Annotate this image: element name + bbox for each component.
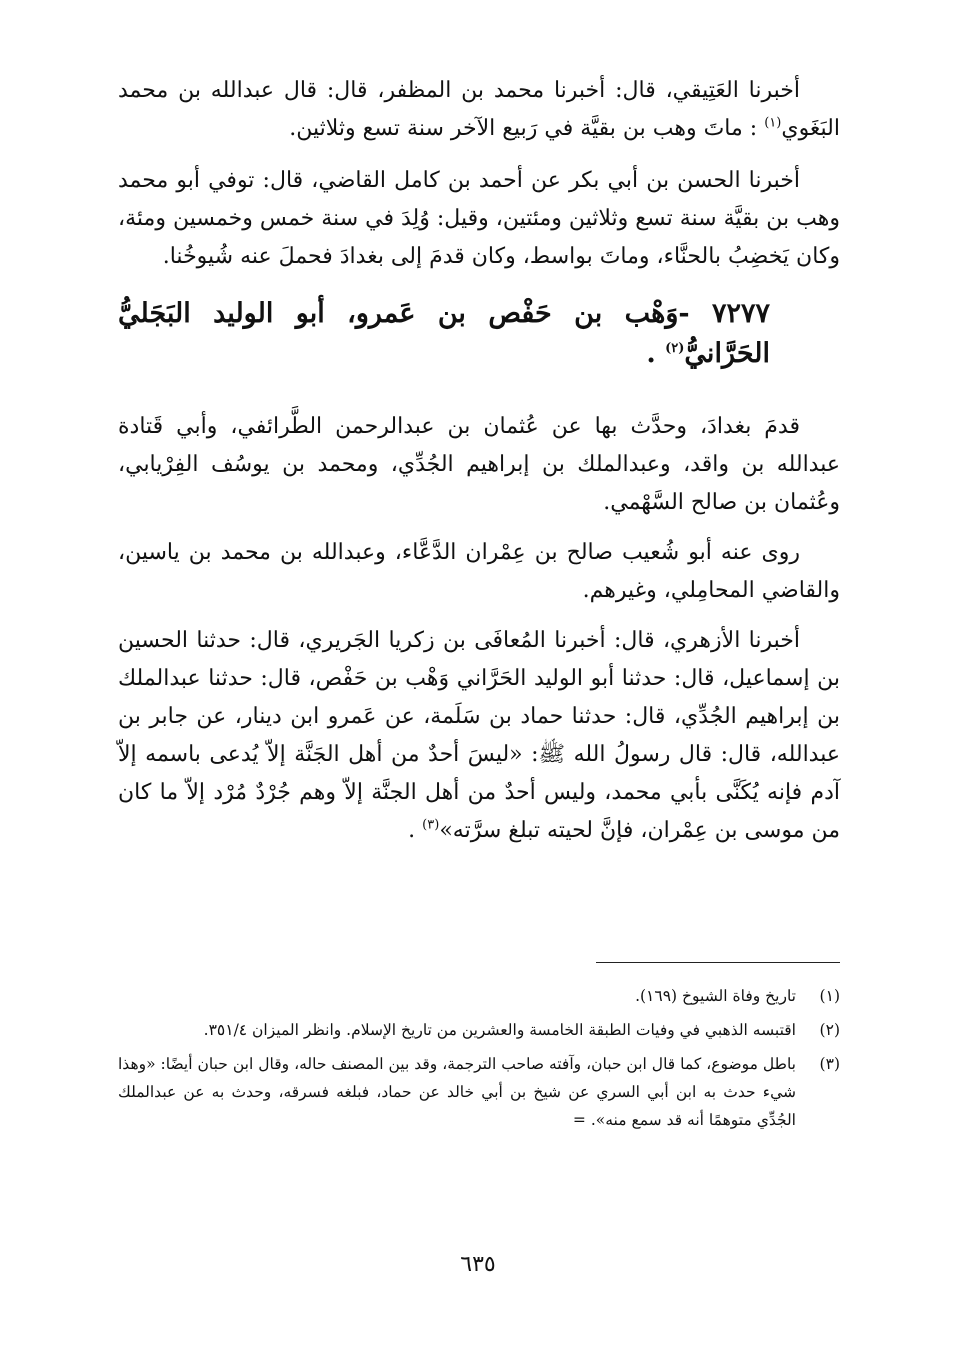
- page-number: ٦٣٥: [460, 1252, 496, 1277]
- footnote-text: باطل موضوع، كما قال ابن حبان، وآفته صاحب الترجمة، وقد بين المصنف حاله، وقال ابن حبان أيضًا: «وهذا شيء حدث به ابن أبي السري عن شيخ بن أبي خالد عن حماد، فبلغه فسرقه، وحدث به عن عبدالملك الجُدِّي متوهمًا أنه قد سمع منه». =: [118, 1055, 796, 1129]
- footnotes: [118, 982, 840, 1140]
- paragraph-2: أخبرنا الحسن بن أبي بكر عن أحمد بن كامل القاضي، قال: توفي أبو محمد وهب بن بقيَّة سنة تسع وثلاثين ومئتين، وقيل: وُلِدَ في سنة خمس وخمسين ومئة، وكان يَخضِبُ بالحنَّاء، وماتَ بواسط، وكان قدمَ إلى بغدادَ فحملَ عنه شُيوخُنا.: [118, 168, 840, 269]
- footnote-ref-2: (٢): [665, 341, 685, 356]
- paragraph-3: قدمَ بغدادَ، وحدَّث بها عن عُثمان بن عبدالرحمن الطَّرائفي، وأبي قَتادة عبدالله بن واقد، وعبدالملك بن إبراهيم الجُدِّي، ومحمد بن يوسُف الفِرْيابي، وعُثمان بن صالح السَّهْمي.: [118, 414, 840, 515]
- paragraph-5-text: أخبرنا الأزهري، قال: أخبرنا المُعافَى بن زكريا الجَريري، قال: حدثنا الحسين بن إسماعيل، قال: حدثنا أبو الوليد الحَرَّاني وَهْب بن حَفْص، قال: حدثنا عبدالملك بن إبراهيم الجُدِّي، قال: حدثنا حماد بن سَلَمة، عن عَمرو ابن دينار، عن جابر بن عبدالله، قال: قال رسولُ الله ﷺ: «ليسَ أحدٌ من أهل الجَنَّة إلاّ يُدعى باسمه إلاّ آدم فإنه يُكَنَّى بأبي محمد، وليس أحدٌ من أهل الجنَّة إلاّ وهم جُرْدٌ مُرْد إلاّ ما كان من موسى بن عِمْران، فإنَّ لحيته تبلغ سرَّته»: [118, 628, 840, 843]
- paragraph-1-rest: : ماتَ وهب بن بقيَّة في رَبيع الآخر سنة تسع وثلاثين.: [289, 116, 758, 141]
- footnote-1: [118, 982, 840, 1010]
- footnote-number: (٣): [819, 1055, 840, 1073]
- footnote-ref-1: (١): [764, 115, 782, 131]
- paragraph-4: روى عنه أبو شُعيب صالح بن عِمْران الدَّعَّاء، وعبدالله بن محمد بن ياسين، والقاضي المحامِلي، وغيرهم.: [118, 540, 840, 603]
- footnote-number: (٢): [819, 1021, 840, 1039]
- entry-heading-end: .: [646, 338, 656, 369]
- entry-heading-text: ٧٢٧٧ -وَهْب بن حَفْص بن عَمرو، أبو الوليد البَجَليُّ الحَرَّانيُّ: [118, 298, 770, 369]
- entry-heading: [118, 294, 840, 374]
- main-text: [118, 72, 840, 862]
- footnote-number: (١): [819, 987, 840, 1005]
- footnote-ref-3: (٣): [422, 817, 440, 833]
- footnote-2: [118, 1016, 840, 1044]
- footnote-text: تاريخ وفاة الشيوخ (١٦٩).: [635, 987, 796, 1005]
- footnote-text: اقتبسه الذهبي في وفيات الطبقة الخامسة والعشرين من تاريخ الإسلام. وانظر الميزان ٣٥١/٤.: [203, 1021, 796, 1039]
- paragraph-1-text: أخبرنا العَتِيقي، قال: أخبرنا محمد بن المظفر، قال: قال عبدالله بن محمد البَغَوي: [118, 78, 840, 141]
- paragraph-5: [118, 622, 840, 850]
- paragraph-5-end: .: [408, 818, 416, 843]
- footnote-3: [118, 1050, 840, 1134]
- paragraph-1: [118, 72, 840, 148]
- footnote-divider: [596, 962, 840, 963]
